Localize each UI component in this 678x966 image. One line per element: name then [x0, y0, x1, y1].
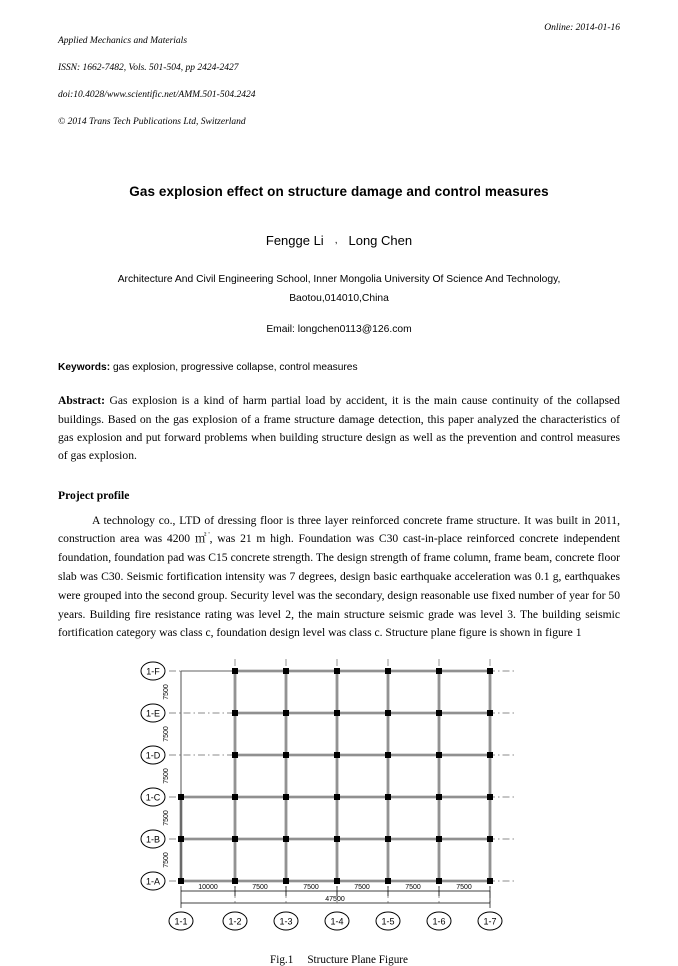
page-title: Gas explosion effect on structure damage and control measures [129, 184, 549, 200]
axis-bubble-label: 1-6 [432, 916, 446, 927]
axis-bubble-1-5 [376, 912, 400, 930]
horizontal-axis-bubbles [169, 912, 502, 930]
axis-bubble-label: 1-D [145, 750, 161, 761]
figure-caption [58, 954, 620, 966]
axis-bubble-label: 1-F [146, 666, 160, 677]
journal-name: Applied Mechanics and Materials [58, 36, 188, 47]
keywords-line [58, 362, 620, 373]
keywords-label: Keywords: [58, 362, 111, 374]
structural-beams-heavy [181, 671, 490, 881]
keywords-value: gas explosion, progressive collapse, control measures [112, 362, 358, 374]
affiliation [58, 270, 620, 308]
issn-line: ISSN: 1662-7482, Vols. 501-504, pp 2424-2427 [58, 63, 239, 74]
affiliation-line-2: Baotou,014010,China [289, 293, 389, 305]
axis-bubble-label: 1-A [145, 876, 161, 887]
paragraph-text-part-2: , was 21 m high. Foundation was C30 cast-in-place reinforced concrete independent foundation, foundation pad was C15 concrete strength. The design strength of frame column, frame beam, concrete floor slab was C30. Seismic fortification intensity was 7 degrees, design basic earthquake acceleration was 0.1 g, earthquakes were grouped into the second group. Security level was the secondary, design reasonable use fixed number of year for 50 years. Building fire resistance rating was level 2, the main structure seismic grade was level 3. The building seismic fortification category was class c, foundation design level was class c. Structure plane figure is shown in figure 1 [58, 532, 620, 640]
paragraph-text-part-1: A technology co., LTD of dressing floor is three layer reinforced concrete frame structure. It was built in 2011, construction area was 4200 ㎡ [58, 513, 620, 546]
vertical-dimension: 7500 [163, 852, 170, 868]
axis-bubble-1-4 [325, 912, 349, 930]
horizontal-dimension: 10000 [198, 884, 218, 892]
masthead-left-block [58, 22, 255, 143]
axis-bubble-label: 1-4 [330, 916, 344, 927]
contact-email: Email: longchen0113@126.com [266, 324, 412, 336]
axis-bubble-1-6 [427, 912, 451, 930]
author-list [58, 233, 620, 248]
axis-bubble-1-A [141, 872, 165, 890]
vertical-dimension: 7500 [163, 768, 170, 784]
axis-bubble-label: 1-B [145, 834, 161, 845]
figure-title: Structure Plane Figure [307, 954, 408, 966]
structural-beams-thin [181, 671, 235, 797]
section-paragraph [58, 512, 620, 643]
axis-bubble-label: 1-2 [228, 916, 242, 927]
abstract-block [58, 392, 620, 465]
grid-dashed-extensions [169, 659, 514, 905]
online-date: Online: 2014-01-16 [544, 23, 620, 33]
axis-bubble-1-F [141, 662, 165, 680]
axis-bubble-1-D [141, 746, 165, 764]
axis-bubble-1-C [141, 788, 165, 806]
author-separator: , [334, 235, 338, 247]
axis-bubble-label: 1-3 [279, 916, 293, 927]
figure-container [58, 655, 620, 945]
structure-plane-drawing [139, 655, 539, 945]
horizontal-dimension: 7500 [252, 884, 268, 892]
column-nodes [178, 668, 493, 884]
horizontal-dimension: 7500 [456, 884, 472, 892]
horizontal-dimension: 7500 [303, 884, 319, 892]
axis-bubble-1-2 [223, 912, 247, 930]
masthead [58, 22, 620, 143]
horizontal-dimension: 7500 [405, 884, 421, 892]
paragraph-superscript: ' [208, 531, 210, 540]
figure-number: Fig.1 [270, 954, 294, 966]
author-name-1: Fengge Li [265, 233, 324, 249]
vertical-axis-bubbles [141, 662, 165, 890]
vertical-dimension: 7500 [163, 726, 170, 742]
abstract-label: Abstract: [58, 394, 106, 408]
axis-bubble-label: 1-C [145, 792, 161, 803]
axis-bubble-label: 1-1 [174, 916, 188, 927]
affiliation-line-1: Architecture And Civil Engineering School, Inner Mongolia University Of Science And Technology, [117, 274, 561, 286]
vertical-dimension: 7500 [163, 810, 170, 826]
axis-bubble-1-1 [169, 912, 193, 930]
vertical-dimension: 7500 [163, 684, 170, 700]
axis-bubble-label: 1-E [145, 708, 161, 719]
axis-bubble-1-E [141, 704, 165, 722]
axis-bubble-label: 1-5 [381, 916, 395, 927]
horizontal-dimension: 7500 [354, 884, 370, 892]
axis-bubble-1-7 [478, 912, 502, 930]
abstract-text: Gas explosion is a kind of harm partial load by accident, it is the main cause continuity of the collapsed buildings. Based on the gas explosion of a frame structure damage detection, this paper analyzed the characteristics of gas explosion and put forward problems when building structure design as well as the prevention and control measures of gas explosion. [58, 394, 620, 463]
section-heading: Project profile [58, 488, 130, 502]
axis-bubble-1-B [141, 830, 165, 848]
total-dimension: 47500 [325, 896, 345, 904]
axis-bubble-1-3 [274, 912, 298, 930]
doi-line: doi:10.4028/www.scientific.net/AMM.501-504.2424 [58, 90, 256, 101]
author-name-2: Long Chen [348, 233, 413, 249]
horizontal-dimension-values [198, 884, 472, 903]
axis-bubble-label: 1-7 [483, 916, 497, 927]
copyright-line: © 2014 Trans Tech Publications Ltd, Switzerland [58, 117, 246, 128]
